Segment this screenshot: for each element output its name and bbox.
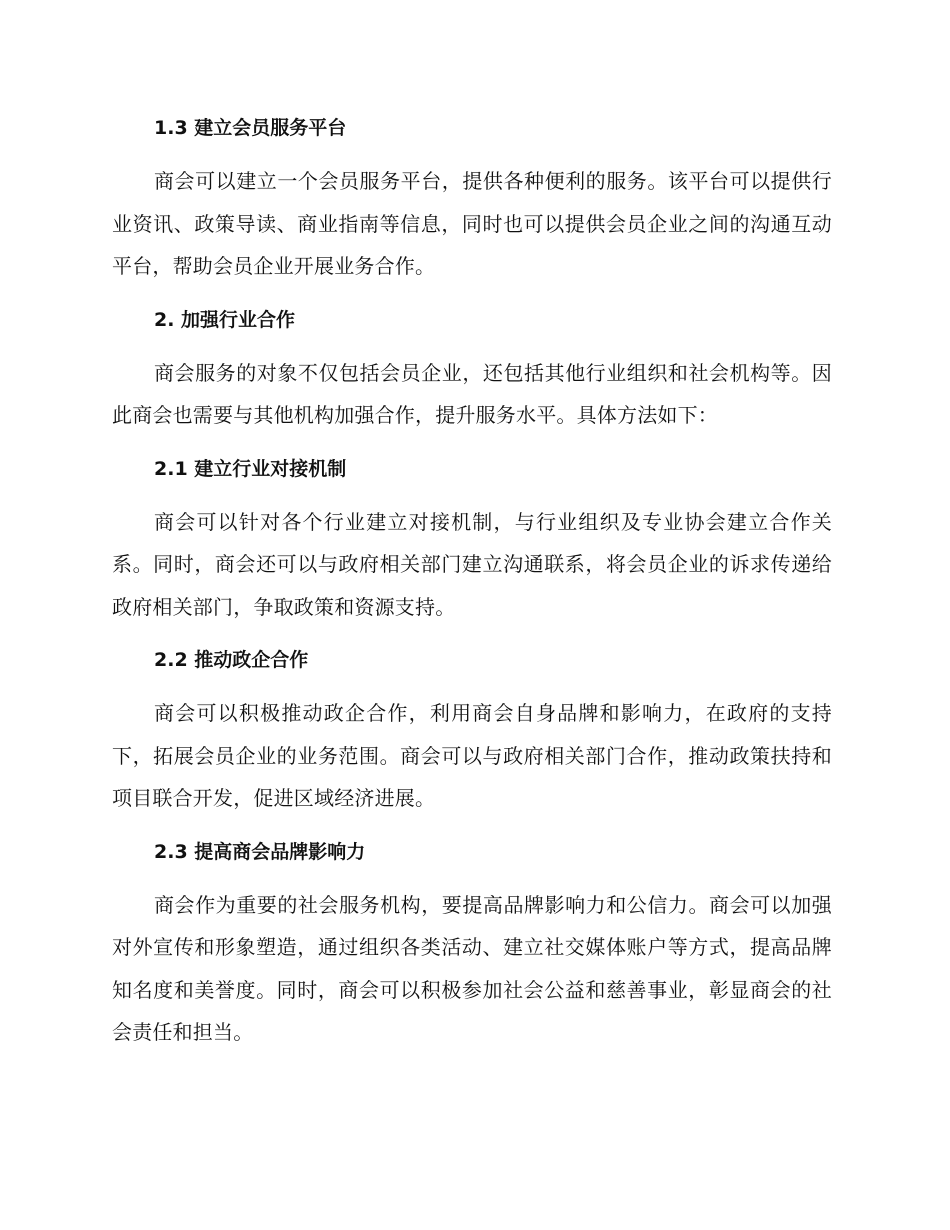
section-heading-1-3: 1.3 建立会员服务平台 — [154, 117, 347, 139]
section-paragraph-1-3: 商会可以建立一个会员服务平台，提供各种便利的服务。该平台可以提供行业资讯、政策导读、商业指南等信息，同时也可以提供会员企业之间的沟通互动平台，帮助会员企业开展业务合作。 — [112, 169, 832, 278]
section-paragraph-2-1: 商会可以针对各个行业建立对接机制，与行业组织及专业协会建立合作关系。同时，商会还可以与政府相关部门建立沟通联系，将会员企业的诉求传递给政府相关部门，争取政策和资源支持。 — [112, 509, 832, 619]
section-paragraph-2: 商会服务的对象不仅包括会员企业，还包括其他行业组织和社会机构等。因此商会也需要与其他机构加强合作，提升服务水平。具体方法如下： — [112, 360, 832, 427]
section-paragraph-2-3: 商会作为重要的社会服务机构，要提高品牌影响力和公信力。商会可以加强对外宣传和形象塑造，通过组织各类活动、建立社交媒体账户等方式，提高品牌知名度和美誉度。同时，商会可以积极参加社会公益和慈善事业，彰显商会的社会责任和担当。 — [112, 892, 832, 1044]
section-heading-2: 2. 加强行业合作 — [154, 308, 296, 331]
section-heading-2-2: 2.2 推动政企合作 — [154, 649, 309, 671]
section-heading-2-3: 2.3 提高商会品牌影响力 — [154, 840, 366, 863]
section-paragraph-2-2: 商会可以积极推动政企合作，利用商会自身品牌和影响力，在政府的支持下，拓展会员企业的业务范围。商会可以与政府相关部门合作，推动政策扶持和项目联合开发，促进区域经济进展。 — [112, 701, 832, 810]
section-heading-2-1: 2.1 建立行业对接机制 — [154, 457, 347, 480]
document-body — [112, 108, 832, 1066]
